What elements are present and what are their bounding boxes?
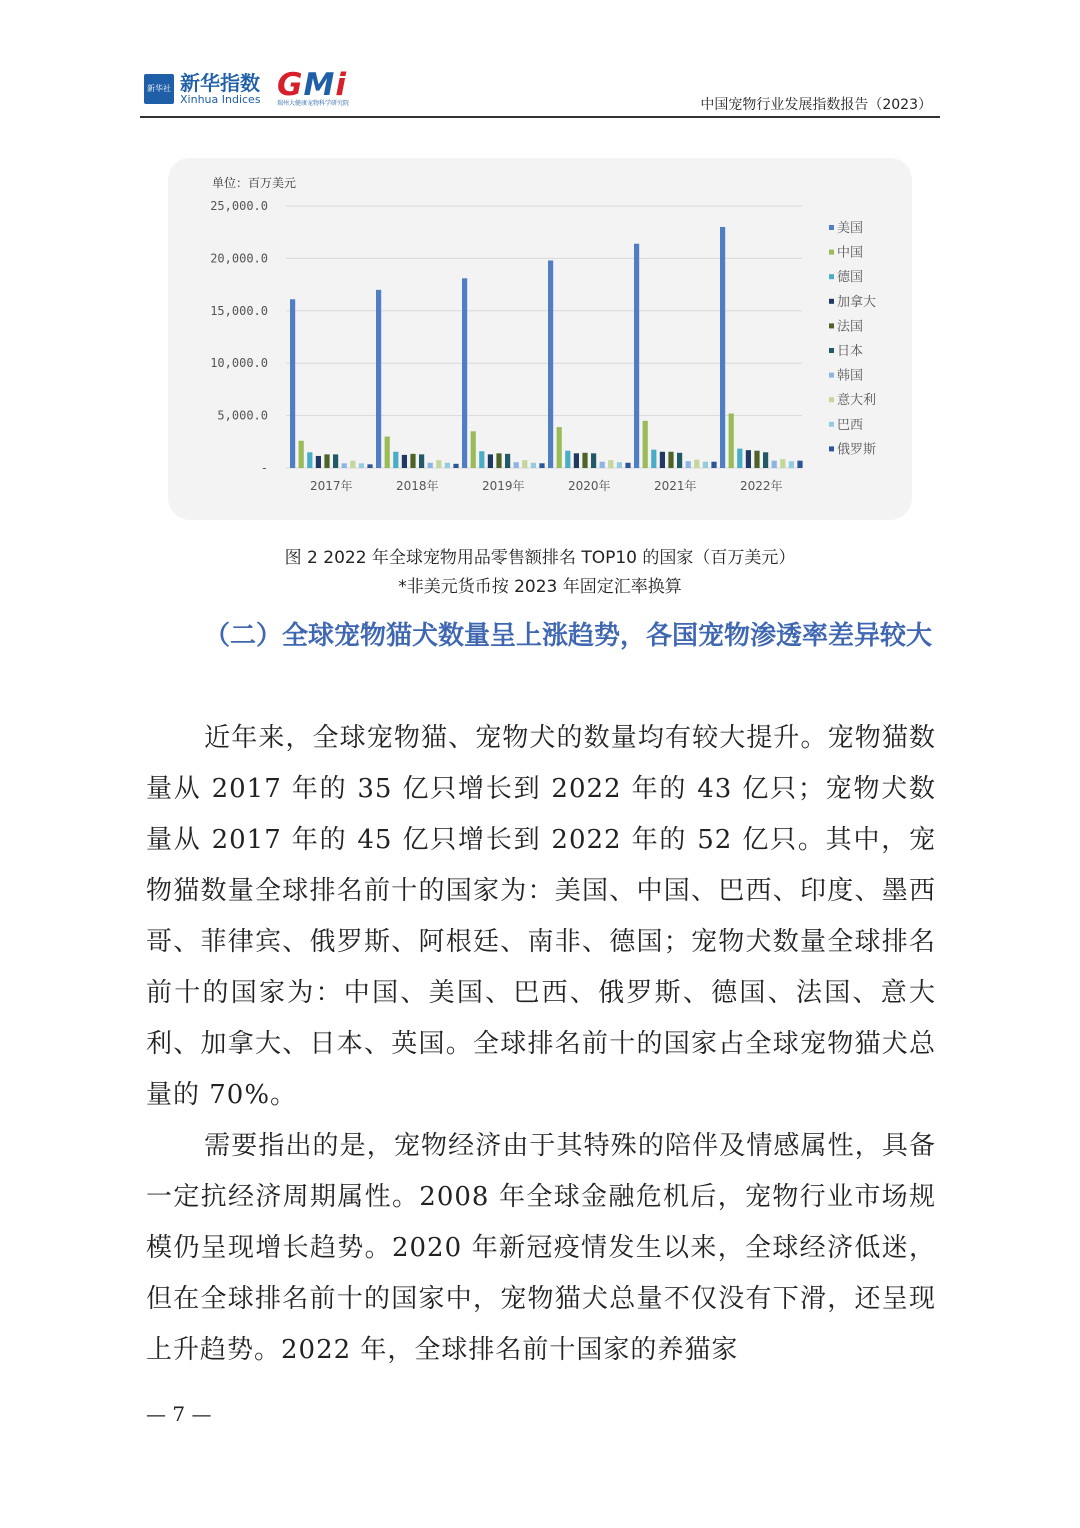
bar: [643, 421, 648, 468]
page-number: — 7 —: [146, 1402, 212, 1426]
section-heading: [146, 611, 940, 662]
bar: [333, 454, 338, 468]
bar: [376, 290, 381, 468]
bar: [737, 449, 742, 468]
bar: [582, 453, 587, 468]
bar: [660, 452, 665, 468]
bar: [694, 460, 699, 468]
bar: [746, 450, 751, 468]
legend-swatch: [829, 422, 834, 427]
bar: [324, 454, 329, 468]
x-tick-label: 2018年: [396, 479, 439, 493]
bar: [496, 453, 501, 468]
gmi-logo-subtitle: 瑞州大健康宠物科学研究院: [277, 100, 350, 107]
bar: [367, 464, 372, 468]
y-tick-label: 5,000.0: [217, 408, 268, 423]
bar: [393, 452, 398, 468]
bar: [608, 460, 613, 468]
x-tick-label: 2020年: [568, 479, 611, 493]
paragraph-text: 近年来，全球宠物猫、宠物犬的数量均有较大提升。宠物猫数量从 2017 年的 35 亿只增长到 2022 年的 43 亿只；宠物犬数量从 2017 年的 45 亿只增长到 2022 年的 52 亿只。其中，宠物猫数量全球排名前十的国家为：美国、中国、巴西、印度、墨西哥、菲律宾、俄罗斯、阿根廷、南非、德国；宠物犬数量全球排名前十的国家为：中国、美国、巴西、俄罗斯、德国、法国、意大利、加拿大、日本、英国。全球排名前十的国家占全球宠物猫犬总量的 70%。: [146, 723, 936, 1110]
x-tick-label: 2019年: [482, 479, 525, 493]
bar: [600, 462, 605, 468]
bar: [677, 453, 682, 468]
x-tick-label: 2017年: [310, 479, 353, 493]
legend-swatch: [829, 446, 834, 451]
bar: [711, 462, 716, 468]
legend-label: 俄罗斯: [837, 442, 877, 458]
legend-swatch: [829, 348, 834, 353]
bar: [522, 460, 527, 468]
legend-label: 意大利: [837, 393, 877, 409]
bar: [625, 463, 630, 468]
section-heading-text: （二）全球宠物猫犬数量呈上涨趋势，各国宠物渗透率差异较大: [204, 621, 933, 651]
y-tick-label: 10,000.0: [210, 356, 268, 371]
bar: [754, 451, 759, 468]
xinhua-logo-icon: 新华社: [144, 74, 174, 104]
paragraph: [146, 1121, 936, 1376]
bar-chart-panel: [168, 158, 912, 520]
bar: [729, 414, 734, 468]
bar: [290, 299, 295, 468]
x-tick-label: 2021年: [654, 479, 697, 493]
legend-swatch: [829, 274, 834, 279]
y-tick-label: -: [260, 461, 268, 475]
bar: [350, 461, 355, 468]
gmi-logo: [277, 67, 350, 108]
bar: [651, 450, 656, 468]
bar: [634, 244, 639, 468]
bar: [574, 453, 579, 468]
figure-caption: 图 2 2022 年全球宠物用品零售额排名 TOP10 的国家（百万美元）: [284, 548, 796, 568]
bar: [316, 456, 321, 468]
page-header: [140, 66, 940, 118]
bar: [488, 454, 493, 468]
bar: [557, 427, 562, 468]
bar-chart: [168, 158, 912, 520]
bar: [565, 451, 570, 468]
legend-label: 巴西: [837, 417, 864, 433]
bar: [686, 461, 691, 468]
bar: [299, 441, 304, 468]
legend-label: 法国: [837, 319, 864, 335]
bar: [514, 462, 519, 468]
bar: [428, 463, 433, 468]
legend-swatch: [829, 299, 834, 304]
y-tick-label: 25,000.0: [210, 199, 268, 213]
bar: [453, 464, 458, 468]
bar: [505, 454, 510, 468]
bar: [591, 453, 596, 468]
report-title: 中国宠物行业发展指数报告（2023）: [700, 97, 932, 113]
bar: [763, 452, 768, 468]
y-tick-label: 15,000.0: [210, 303, 268, 318]
bar: [342, 463, 347, 468]
y-tick-label: 20,000.0: [210, 251, 268, 266]
legend-label: 日本: [837, 344, 864, 359]
legend-swatch: [829, 250, 834, 255]
figure-note: *非美元货币按 2023 年固定汇率换算: [398, 577, 682, 597]
legend-label: 中国: [837, 245, 864, 261]
bar: [445, 463, 450, 468]
bar: [385, 437, 390, 468]
bar: [419, 454, 424, 468]
legend-label: 德国: [837, 270, 864, 286]
legend-label: 加拿大: [837, 294, 877, 310]
bar: [479, 451, 484, 468]
paragraph: [146, 713, 936, 1121]
bar: [668, 452, 673, 468]
legend-swatch: [829, 323, 834, 328]
chart-unit-label: 单位：百万美元: [212, 176, 297, 190]
legend-swatch: [829, 225, 834, 230]
legend-swatch: [829, 397, 834, 402]
xinhua-logo-en: Xinhua Indices: [180, 93, 261, 106]
x-tick-label: 2022年: [740, 479, 783, 493]
bar: [789, 461, 794, 468]
bar: [703, 462, 708, 468]
xinhua-indices-logo: [144, 72, 261, 106]
gmi-logo-icon: GMi: [277, 67, 347, 103]
bar: [307, 452, 312, 468]
header-divider: [140, 116, 940, 118]
bar: [539, 463, 544, 468]
bar: [720, 227, 725, 468]
bar: [531, 463, 536, 468]
bar: [797, 461, 802, 468]
bar: [462, 278, 467, 468]
legend-label: 美国: [837, 221, 864, 236]
bar: [780, 459, 785, 468]
bar: [359, 463, 364, 468]
bar: [436, 460, 441, 468]
bar: [548, 260, 553, 468]
xinhua-logo-cn: 新华指数: [180, 71, 260, 95]
bar: [402, 455, 407, 468]
bar: [772, 461, 777, 468]
bar: [617, 462, 622, 468]
paragraph-text: 需要指出的是，宠物经济由于其特殊的陪伴及情感属性，具备一定抗经济周期属性。2008 年全球金融危机后，宠物行业市场规模仍呈现增长趋势。2020 年新冠疫情发生以来，全球经济低迷，但在全球排名前十的国家中，宠物猫犬总量不仅没有下滑，还呈现上升趋势。2022 年，全球排名前十国家的养猫家: [146, 1131, 936, 1365]
bar: [410, 454, 415, 468]
legend-swatch: [829, 373, 834, 378]
bar: [471, 431, 476, 468]
legend-label: 韩国: [837, 368, 864, 384]
